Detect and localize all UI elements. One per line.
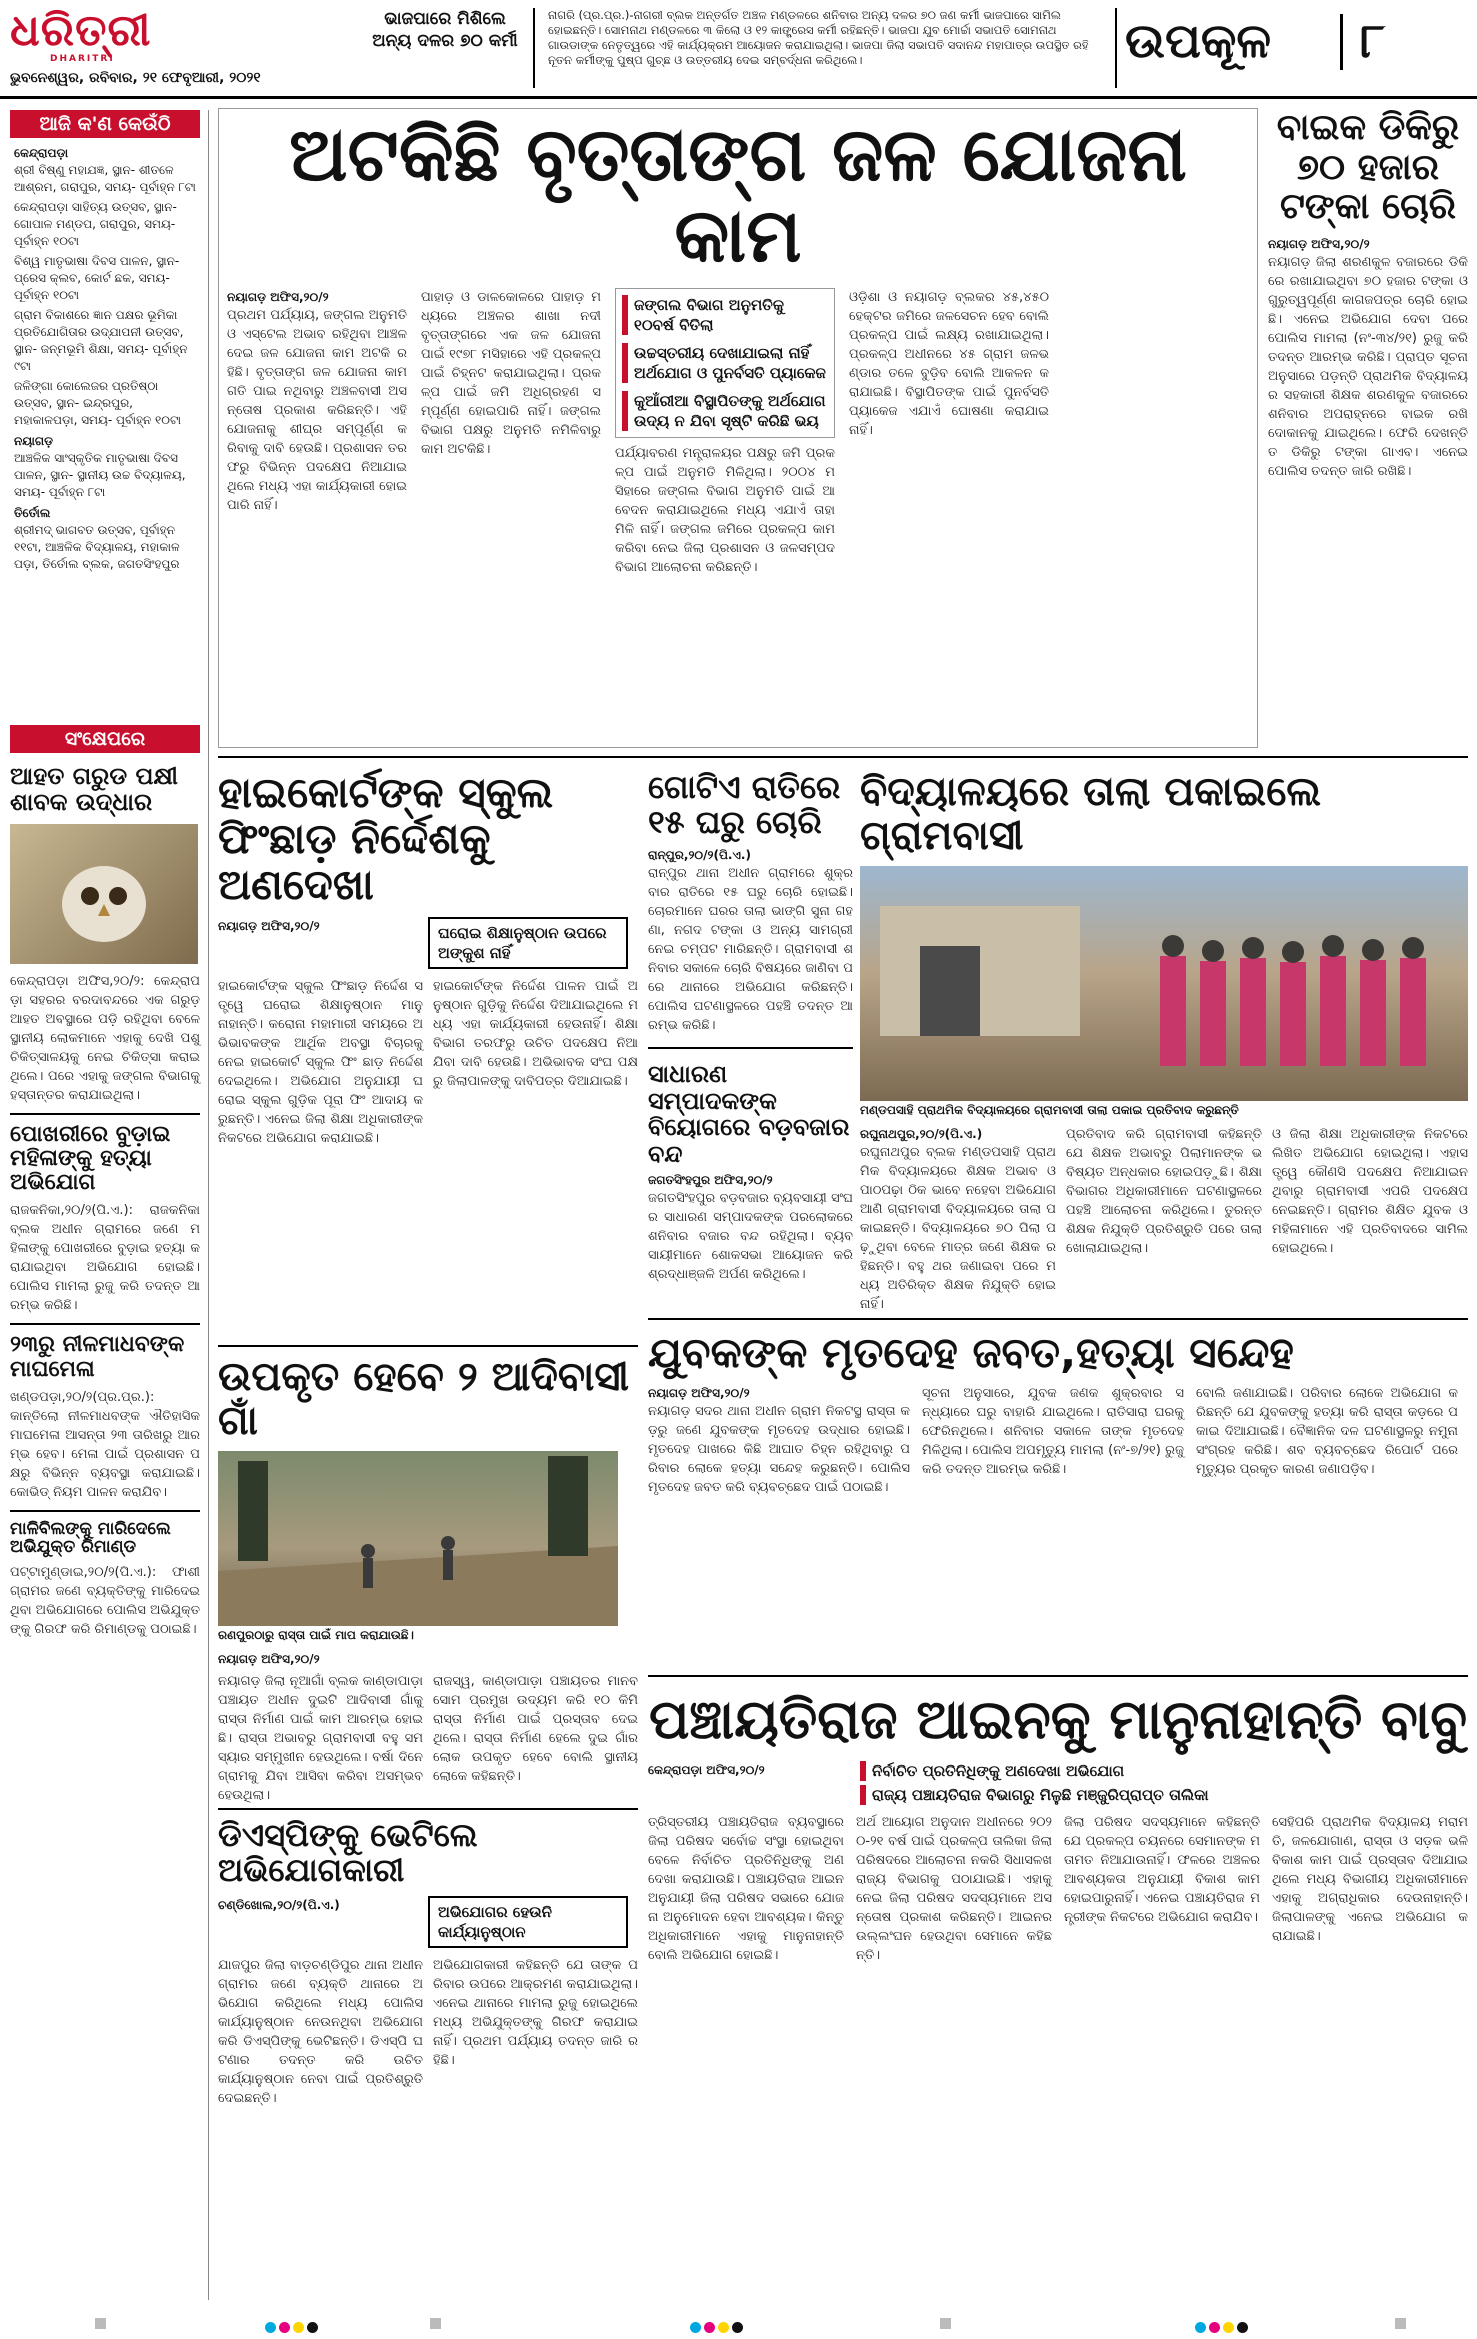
brief-body: ପଟ୍ଟାମୁଣ୍ଡାଇ,୨୦/୨(ପି.ଏ.): ଫାଶୀ ଗ୍ରାମର ଜଣେ ବ୍ୟକ୍ତିଙ୍କୁ ମାରିଦେଇଥିବା ଅଭିଯୋଗରେ ପୋଲିସ ଅଭିଯୁକ୍ତଙ୍କୁ ଗିରଫ କରି ରିମାଣ୍ଡକୁ ପଠାଇଛି।: [10, 1565, 200, 1638]
registration-block: [1395, 2318, 1406, 2329]
school-col2: ପ୍ରତିବାଦ କରି ଗ୍ରାମବାସୀ କହିଛନ୍ତି ଯେ ଶିକ୍ଷକ ଅଭାବରୁ ପିଲାମାନଙ୍କ ଭବିଷ୍ୟତ ଅନ୍ଧକାର ହୋଇପଡ଼ୁଛି। ଶିକ୍ଷା ବିଭାଗର ଅଧିକାରୀମାନେ ଘଟଣାସ୍ଥଳରେ ପହଞ୍ଚି ଆଲୋଚନା କରିଥିଲେ। ତୁରନ୍ତ ଶିକ୍ଷକ ନିଯୁକ୍ତି ପ୍ରତିଶ୍ରୁତି ପରେ ତାଲା ଖୋଲାଯାଇଥିଲା।: [1066, 1127, 1262, 1256]
lead-col1: ପ୍ରଥମ ପର୍ଯ୍ୟାୟ, ଜଙ୍ଗଲ ଅନୁମତି ଓ ଏସ୍ଟେଲ ଅଭାବ ରହିଥିବା ଆଞ୍ଚଳ ଦେଇ ଜଳ ଯୋଜନା କାମ ଅଟକି ରହିଛି। ବୃତ୍ତାଙ୍ଗ ଜଳ ଯୋଜନା କାମ ଗତି ପାଇ ନଥିବାରୁ ଅଞ୍ଚଳବାସୀ ଅସନ୍ତୋଷ ପ୍ରକାଶ କରିଛନ୍ତି। ଏହି ଯୋଜନାକୁ ଶୀଘ୍ର ସମ୍ପୂର୍ଣ୍ଣ କରିବାକୁ ଦାବି ହେଉଛି। ପ୍ରଶାସନ ତରଫରୁ ବିଭିନ୍ନ ପଦକ୍ଷେପ ନିଆଯାଇଥିଲେ ମଧ୍ୟ ଏହା କାର୍ଯ୍ୟକାରୀ ହୋଇପାରି ନାହିଁ।: [227, 307, 407, 513]
color-registration-marks: [265, 2318, 321, 2337]
logo-text: ଧରିତ୍ରୀ: [10, 5, 152, 56]
adivasi-byline: ନୟାଗଡ଼ ଅଫିସ,୨୦/୨: [218, 1652, 320, 1666]
adivasi-photo: [218, 1451, 618, 1626]
lead-highlight-item: ଉଚ୍ଚସ୍ତରୀୟ ଦେଖାଯାଇଲା ନାହିଁ ଅର୍ଥଯୋଗ ଓ ପୁନର୍ବସତି ପ୍ୟାକେଜ: [622, 343, 828, 383]
dsp-headline: ଡିଏସ୍ପିଙ୍କୁ ଭେଟିଲେ ଅଭିଯୋଗକାରୀ: [218, 1816, 478, 1890]
lead-headline: ଅଟକିଛି ବୃତ୍ତାଙ୍ଗ ଜଳ ଯୋଜନା କାମ: [289, 112, 1187, 280]
dead-headline: ଯୁବକଙ୍କ ମୃତଦେହ ଜବତ,ହତ୍ୟା ସନ୍ଦେହ: [648, 1328, 1294, 1377]
lead-story: [218, 108, 1258, 748]
agenda-item: ଶ୍ରୀ ବିଷ୍ଣୁ ମହାଯଜ୍ଞ, ସ୍ଥାନ- ଶୀତଳେ ଆଶ୍ରମ, ଗରାପୁର, ସମୟ- ପୂର୍ବାହ୍ନ ୮ଟା: [14, 163, 196, 194]
owl-icon: [10, 824, 198, 964]
theft-story: [648, 770, 853, 1284]
lead-highlight-box: [615, 288, 835, 438]
agenda-item: ବିଶ୍ୱ ମାତୃଭାଷା ଦିବସ ପାଳନ, ସ୍ଥାନ- ପ୍ରେସ କ୍ଲବ, କୋର୍ଟ ଛକ, ସମୟ- ପୂର୍ବାହ୍ନ ୧୦ଟା: [14, 254, 180, 302]
theft-byline: ରାନ୍ପୁର,୨୦/୨(ପି.ଏ.): [648, 848, 751, 863]
lead-byline: ନୟାଗଡ଼ ଅଫିସ,୨୦/୨: [227, 289, 329, 304]
yellow-dot: [1223, 2322, 1234, 2333]
hc-subhead: ଘରୋଇ ଶିକ୍ଷାନୁଷ୍ଠାନ ଉପରେ ଅଙ୍କୁଶ ନାହିଁ: [428, 917, 628, 969]
school-headline: ବିଦ୍ୟାଳୟରେ ତାଲା ପକାଇଲେ ଗ୍ରାମବାସୀ: [860, 769, 1322, 859]
panch-story: [648, 1690, 1468, 1965]
dead-col1: ନୟାଗଡ଼ ସଦର ଥାନା ଅଧୀନ ଗ୍ରାମ ନିକଟସ୍ଥ ରାସ୍ତା କଡ଼ରୁ ଜଣେ ଯୁବକଙ୍କ ମୃତଦେହ ଉଦ୍ଧାର ହୋଇଛି। ମୃତଦେହ ପାଖରେ କିଛି ଆଘାତ ଚିହ୍ନ ରହିଥିବାରୁ ପରିବାର ଲୋକେ ହତ୍ୟା ସନ୍ଦେହ କରୁଛନ୍ତି। ପୋଲିସ ମୃତଦେହ ଜବତ କରି ବ୍ୟବଚ୍ଛେଦ ପାଇଁ ପଠାଇଛି।: [648, 1404, 910, 1496]
panch-headline: ପଞ୍ଚାୟତିରାଜ ଆଇନକୁ ମାନୁନାହାନ୍ତି ବାବୁ: [648, 1688, 1468, 1751]
bike-headline: ବାଇକ ଡିକିରୁ ୭୦ ହଜାର ଟଙ୍କା ଚୋରି: [1276, 107, 1460, 228]
magenta-dot: [704, 2322, 715, 2333]
dead-col3: ବୋଲି ଜଣାଯାଇଛି। ପରିବାର ଲୋକେ ଅଭିଯୋଗ କରିଛନ୍ତି ଯେ ଯୁବକଙ୍କୁ ହତ୍ୟା କରି ରାସ୍ତା କଡ଼ରେ ପକାଇ ଦିଆଯାଇଛି। ବୈଜ୍ଞାନିକ ଦଳ ଘଟଣାସ୍ଥଳରୁ ନମୁନା ସଂଗ୍ରହ କରିଛି। ଶବ ବ୍ୟବଚ୍ଛେଦ ରିପୋର୍ଟ ପରେ ମୃତ୍ୟୁର ପ୍ରକୃତ କାରଣ ଜଣାପଡ଼ିବ।: [1196, 1386, 1458, 1478]
page-number: ୮: [1360, 13, 1386, 69]
biyog-headline: ସାଧାରଣ ସମ୍ପାଦକଙ୍କ ବିୟୋଗରେ ବଡ଼ବଜାର ବନ୍ଦ: [648, 1060, 850, 1168]
yellow-dot: [718, 2322, 729, 2333]
dsp-col2: ଅଭିଯୋଗକାରୀ କହିଛନ୍ତି ଯେ ତାଙ୍କ ପରିବାର ଉପରେ ଆକ୍ରମଣ କରାଯାଇଥିଲା। ଏନେଇ ଥାନାରେ ମାମଲା ରୁଜୁ ହୋଇଥିଲେ ମଧ୍ୟ ଅଭିଯୁକ୍ତଙ୍କୁ ଗିରଫ କରାଯାଇନାହିଁ। ପ୍ରଥମ ପର୍ଯ୍ୟାୟ ତଦନ୍ତ ଜାରି ରହିଛି।: [433, 1958, 638, 2069]
dateline: ଭୁବନେଶ୍ୱର, ରବିବାର, ୨୧ ଫେବୃଆରୀ, ୨୦୨୧: [10, 70, 261, 86]
brief-body: ରାଜକନିକା,୨୦/୨(ପି.ଏ.): ରାଜକନିକା ବ୍ଲକ ଅଧୀନ ଗ୍ରାମରେ ଜଣେ ମହିଳାଙ୍କୁ ପୋଖରୀରେ ବୁଡ଼ାଇ ହତ୍ୟା କରାଯାଇଥିବା ଅଭିଯୋଗ ହୋଇଛି। ପୋଲିସ ମାମଲା ରୁଜୁ କରି ତଦନ୍ତ ଆରମ୍ଭ କରିଛି।: [10, 1203, 200, 1314]
dead-byline: ନୟାଗଡ଼ ଅଫିସ,୨୦/୨: [648, 1386, 750, 1401]
school-byline: ରଘୁନାଥପୁର,୨୦/୨(ପି.ଏ.): [860, 1127, 983, 1141]
bike-story: [1268, 108, 1468, 481]
brief-box: [10, 725, 200, 1639]
hc-story: [218, 770, 638, 1148]
dsp-story: [218, 1818, 638, 2108]
owl-photo: [10, 824, 198, 964]
brief-body: ଖଣ୍ଡପଡ଼ା,୨୦/୨(ପ୍ର.ପ୍ର.): କାନ୍ତିଲୋ ନୀଳମାଧବଙ୍କ ଐତିହାସିକ ମାଘମେଳା ଆସନ୍ତା ୨୩ ତାରିଖରୁ ଆରମ୍ଭ ହେବ। ମେଳା ପାଇଁ ପ୍ରଶାସନ ପକ୍ଷରୁ ବିଭିନ୍ନ ବ୍ୟବସ୍ଥା କରାଯାଇଛି। କୋଭିଡ୍ ନିୟମ ପାଳନ କରାଯିବ।: [10, 1389, 200, 1500]
registration-block: [95, 2318, 106, 2329]
agenda-title: ଆଜି କ'ଣ କେଉଁଠି: [10, 110, 200, 138]
dead-story: [648, 1330, 1468, 1497]
panch-bullet: ରାଜ୍ୟ ପଞ୍ଚାୟତିରାଜ ବିଭାଗରୁ ମିଳୁଛି ମଞ୍ଜୁରିପ୍ରାପ୍ତ ତାଲିକା: [860, 1785, 1280, 1805]
panch-byline: କେନ୍ଦ୍ରାପଡ଼ା ଅଫିସ,୨୦/୨: [648, 1763, 765, 1778]
logo-subtitle: DHARITRI: [50, 54, 115, 64]
bike-body: ନୟାଗଡ଼ ଜିଲା ଶରଣକୁଳ ବଜାରରେ ଡିକି ରେ ରଖାଯାଇଥିବା ୭୦ ହଜାର ଟଙ୍କା ଓ ଗୁରୁତ୍ୱପୂର୍ଣ୍ଣ କାଗଜପତ୍ର ଚୋରି ହୋଇଛି। ଏନେଇ ଅଭିଯୋଗ ଦେବା ପରେ ପୋଲିସ ମାମଲା (ନଂ-୩୪/୨୧) ରୁଜୁ କରି ତଦନ୍ତ ଆରମ୍ଭ କରିଛି। ପ୍ରାପ୍ତ ସୂଚନା ଅନୁସାରେ ପଡ଼ନ୍ତି ପ୍ରାଥମିକ ବିଦ୍ୟାଳୟର ସହକାରୀ ଶିକ୍ଷକ ଶରଣକୁଳ ବଜାରରେ ଶନିବାର ଅପରାହ୍ନରେ ବାଇକ ରଖି ଦୋକାନକୁ ଯାଇଥିଲେ। ଫେରି ଦେଖନ୍ତି ତ ଡିକିରୁ ଟଙ୍କା ଗାଏବ। ଏନେଇ ପୋଲିସ ତଦନ୍ତ ଜାରି ରଖିଛି।: [1268, 254, 1468, 479]
agenda-district: ନୟାଗଡ଼: [14, 434, 54, 448]
masthead-logo: [10, 6, 200, 64]
teaser-body: ନାଗରି (ପ୍ର.ପ୍ର.)-ନାଗରୀ ବ୍ଲକ ଅନ୍ତର୍ଗତ ଅଞ୍ଚଳ ମଣ୍ଡଳରେ ଶନିବାର ଅନ୍ୟ ଦଳର ୭୦ ଜଣ କର୍ମୀ ଭାଜପାରେ ସାମିଲ ହୋଇଛନ୍ତି। ସୋମନାଥ ମଣ୍ଡଳରେ ୩ କିଲୋ ଓ ୧୨ କାଙ୍ଗ୍ରେସ କର୍ମୀ ରହିଛନ୍ତି। ଭାଜପା ଯୁବ ମୋର୍ଚ୍ଚା ସଭାପତି ସୋମନାଥ ଗାଉଡାଙ୍କ ନେତୃତ୍ୱରେ ଏହି କାର୍ଯ୍ୟକ୍ରମ ଆୟୋଜନ କରାଯାଇଥିଲା। ଭାଜପା ଜିଲା ସଭାପତି ସଦାନନ୍ଦ ମହାପାତ୍ର ଉପସ୍ଥିତ ରହି ନୂତନ କର୍ମୀଙ୍କୁ ପୁଷ୍ପ ଗୁଚ୍ଛ ଓ ଉତ୍ତରୀୟ ଦେଇ ସମ୍ବର୍ଦ୍ଧନା କରିଥିଲେ।: [548, 8, 1089, 67]
yellow-dot: [293, 2322, 304, 2333]
theft-body: ରାନ୍ପୁର ଥାନା ଅଧୀନ ଗ୍ରାମରେ ଶୁକ୍ରବାର ରାତିରେ ୧୫ ଘରୁ ଚୋରି ହୋଇଛି। ଚୋରମାନେ ଘରର ତାଲା ଭାଙ୍ଗି ସୁନା ଗହଣା, ନଗଦ ଟଙ୍କା ଓ ଅନ୍ୟ ସାମଗ୍ରୀ ନେଇ ଚମ୍ପଟ ମାରିଛନ୍ତି। ଗ୍ରାମବାସୀ ଶନିବାର ସକାଳେ ଚୋରି ବିଷୟରେ ଜାଣିବା ପରେ ଥାନାରେ ଅଭିଯୋଗ କରିଛନ୍ତି। ପୋଲିସ ଘଟଣାସ୍ଥଳରେ ପହଞ୍ଚି ତଦନ୍ତ ଆରମ୍ଭ କରିଛି।: [648, 866, 853, 1034]
black-dot: [732, 2322, 743, 2333]
biyog-byline: ଜଗତସିଂହପୁର ଅଫିସ,୨୦/୨: [648, 1172, 773, 1187]
biyog-body: ଜଗତସିଂହପୁର ବଡ଼ବଜାର ବ୍ୟବସାୟୀ ସଂଘର ସାଧାରଣ ସମ୍ପାଦକଙ୍କ ପରଲୋକରେ ଶନିବାର ବଜାର ବନ୍ଦ ରହିଥିଲା। ବ୍ୟବସାୟୀମାନେ ଶୋକସଭା ଆୟୋଜନ କରି ଶ୍ରଦ୍ଧାଞ୍ଜଳି ଅର୍ପଣ କରିଥିଲେ।: [648, 1190, 853, 1282]
color-registration-marks: [690, 2318, 746, 2337]
dsp-subhead: ଅଭିଯୋଗର ହେଉନି କାର୍ଯ୍ୟାନୁଷ୍ଠାନ: [428, 1896, 628, 1948]
adivasi-caption: ରଣପୁରଠାରୁ ରାସ୍ତା ପାଇଁ ମାପ କରାଯାଉଛି।: [218, 1628, 414, 1642]
hc-byline: ନୟାଗଡ଼ ଅଫିସ,୨୦/୨: [218, 918, 320, 933]
brief-title: ସଂକ୍ଷେପରେ: [10, 725, 200, 753]
teaser-title: ଭାଜପାରେ ମିଶିଲେ ଅନ୍ୟ ଦଳର ୭୦ କର୍ମୀ: [372, 9, 518, 51]
lead-col2: ପାହାଡ଼ ଓ ଡାଳକୋଳରେ ପାହାଡ଼ ମଧ୍ୟରେ ଅଞ୍ଚଳର ଶାଖା ନଦୀ ବୃତ୍ତାଙ୍ଗରେ ଏକ ଜଳ ଯୋଜନା ପାଇଁ ୧୯୭୮ ମସିହାରେ ଏହି ପ୍ରକଳ୍ପ ପାଇଁ ଚିହ୍ନଟ କରାଯାଇଥିଲା। ପ୍ରକଳ୍ପ ପାଇଁ ଜମି ଅଧିଗ୍ରହଣ ସମ୍ପୂର୍ଣ୍ଣ ହୋଇପାରି ନାହିଁ। ଜଙ୍ଗଲ ବିଭାଗ ପକ୍ଷରୁ ଅନୁମତି ନମିଳିବାରୁ କାମ ଅଟକିଛି।: [421, 289, 601, 457]
lead-highlight-item: ଜଙ୍ଗଲ ବିଭାଗ ଅନୁମତିକୁ ୧୦ବର୍ଷ ବିତିଲା: [622, 295, 828, 335]
hc-headline: ହାଇକୋର୍ଟଙ୍କ ସ୍କୁଲ ଫିଂଛାଡ଼ ନିର୍ଦ୍ଦେଶକୁ ଅଣଦେଖା: [218, 768, 554, 910]
adivasi-col2: ରାଜସ୍ୱ, କାଣ୍ଡାପାଡ଼ା ପଞ୍ଚାୟତର ମାନବ ସୋମ ପ୍ରମୁଖ ଉଦ୍ୟମ କରି ୧୦ କିମି ରାସ୍ତା ନିର୍ମାଣ ପାଇଁ ପ୍ରସ୍ତାବ ଦେଇଥିଲେ। ରାସ୍ତା ନିର୍ମାଣ ହେଲେ ଦୁଇ ଗାଁର ଲୋକ ଉପକୃତ ହେବେ ବୋଲି ସ୍ଥାନୀୟ ଲୋକେ କହିଛନ୍ତି।: [433, 1674, 638, 1784]
school-caption: ମଣ୍ଡପସାହି ପ୍ରାଥମିକ ବିଦ୍ୟାଳୟରେ ଗ୍ରାମବାସୀ ତାଲା ପକାଇ ପ୍ରତିବାଦ କରୁଛନ୍ତି: [860, 1103, 1239, 1117]
lead-col3: ପର୍ଯ୍ୟାବରଣ ମନ୍ତ୍ରାଳୟର ପକ୍ଷରୁ ଜମି ପ୍ରକଳ୍ପ ପାଇଁ ଅନୁମତି ମିଳିଥିଲା। ୨୦୦୪ ମସିହାରେ ଜଙ୍ଗଲ ବିଭାଗ ଅନୁମତି ପାଇଁ ଆବେଦନ କରାଯାଇଥିଲେ ମଧ୍ୟ ଏଯାଏଁ ତାହା ମିଳି ନାହିଁ। ଜଙ୍ଗଲ ଜମିରେ ପ୍ରକଳ୍ପ କାମ କରିବା ନେଇ ଜିଲା ପ୍ରଶାସନ ଓ ଜଳସମ୍ପଦ ବିଭାଗ ଆଲୋଚନା କରିଛନ୍ତି।: [615, 445, 835, 575]
brief-body: କେନ୍ଦ୍ରାପଡ଼ା ଅଫିସ,୨୦/୨: କେନ୍ଦ୍ରାପଡ଼ା ସହରର ବରଦାବନ୍ଦରେ ଏକ ଗରୁଡ଼ ଆହତ ଅବସ୍ଥାରେ ପଡ଼ି ରହିଥିବା ବେଳେ ସ୍ଥାନୀୟ ଲୋକମାନେ ଏହାକୁ ଦେଖି ପଶୁ ଚିକିତ୍ସାଳୟକୁ ନେଇ ଚିକିତ୍ସା କରାଇଥିଲେ। ପରେ ଏହାକୁ ଜଙ୍ଗଲ ବିଭାଗକୁ ହସ୍ତାନ୍ତର କରାଯାଇଥିଲା।: [10, 973, 200, 1103]
school-photo: [860, 866, 1468, 1101]
brief-headline: ପୋଖରୀରେ ବୁଡ଼ାଇ ମହିଳାଙ୍କୁ ହତ୍ୟା ଅଭିଯୋଗ: [10, 1121, 171, 1196]
registration-block: [430, 2318, 441, 2329]
agenda-item: ଜଳିଙ୍ଗା କୋଲେଜର ପ୍ରତିଷ୍ଠା ଉତ୍ସବ, ସ୍ଥାନ- ଇନ୍ଦ୍ରପୁର, ମହାକାଳପଡ଼ା, ସମୟ- ପୂର୍ବାହ୍ନ ୧୦ଟା: [14, 379, 182, 427]
color-registration-marks: [1195, 2318, 1251, 2337]
agenda-box: [10, 110, 200, 582]
registration-block: [940, 2318, 951, 2329]
agenda-item: କେନ୍ଦ୍ରାପଡ଼ା ସାହିତ୍ୟ ଉତ୍ସବ, ସ୍ଥାନ- ଗୋପାଳ ମଣ୍ଡପ, ଗରାପୁର, ସମୟ- ପୂର୍ବାହ୍ନ ୧୦ଟା: [14, 200, 177, 248]
adivasi-headline: ଉପକୃତ ହେବେ ୨ ଆଦିବାସୀ ଗାଁ: [218, 1354, 630, 1444]
agenda-district: ତିର୍ତୋଲ: [14, 506, 51, 520]
agenda-item: ଆଞ୍ଚଳିକ ସାଂସ୍କୃତିକ ମାତୃଭାଷା ଦିବସ ପାଳନ, ସ୍ଥାନ- ସ୍ଥାନୀୟ ଉଚ୍ଚ ବିଦ୍ୟାଳୟ, ସମୟ- ପୂର୍ବାହ୍ନ ୮ଟା: [14, 451, 186, 499]
brief-headline: ୨୩ରୁ ନୀଳମାଧବଙ୍କ ମାଘମେଳା: [10, 1332, 185, 1382]
dsp-col1: ଯାଜପୁର ଜିଲା ବାଡ଼ଚଣ୍ଡିପୁର ଥାନା ଅଧୀନ ଗ୍ରାମର ଜଣେ ବ୍ୟକ୍ତି ଥାନାରେ ଅଭିଯୋଗ କରିଥିଲେ ମଧ୍ୟ ପୋଲିସ କାର୍ଯ୍ୟାନୁଷ୍ଠାନ ନେଉନଥିବା ଅଭିଯୋଗ କରି ଡିଏସ୍ପିଙ୍କୁ ଭେଟିଛନ୍ତି। ଡିଏସ୍ପି ଘଟଣାର ତଦନ୍ତ କରି ଉଚିତ କାର୍ଯ୍ୟାନୁଷ୍ଠାନ ନେବା ପାଇଁ ପ୍ରତିଶ୍ରୁତି ଦେଇଛନ୍ତି।: [218, 1958, 423, 2107]
adivasi-col1: ନୟାଗଡ଼ ଜିଲା ନୂଆଗାଁ ବ୍ଲକ କାଣ୍ଡାପାଡ଼ା ପଞ୍ଚାୟତ ଅଧୀନ ଦୁଇଟି ଆଦିବାସୀ ଗାଁକୁ ରାସ୍ତା ନିର୍ମାଣ ପାଇଁ କାମ ଆରମ୍ଭ ହୋଇଛି। ରାସ୍ତା ଅଭାବରୁ ଗ୍ରାମବାସୀ ବହୁ ସମସ୍ୟାର ସମ୍ମୁଖୀନ ହେଉଥିଲେ। ବର୍ଷା ଦିନେ ଗ୍ରାମକୁ ଯିବା ଆସିବା କରିବା ଅସମ୍ଭବ ହେଉଥିଲା।: [218, 1674, 423, 1803]
magenta-dot: [1209, 2322, 1220, 2333]
black-dot: [307, 2322, 318, 2333]
panch-col4: ସେହିପରି ପ୍ରାଥମିକ ବିଦ୍ୟାଳୟ ମରାମତି, ଜଳଯୋଗାଣ, ରାସ୍ତା ଓ ସଡ଼କ ଭଳି ବିକାଶ କାମ ପାଇଁ ପ୍ରସ୍ତାବ ଦିଆଯାଇଥିଲେ ମଧ୍ୟ ବିଭାଗୀୟ ଅଧିକାରୀମାନେ ଏହାକୁ ଅଗ୍ରାଧିକାର ଦେଉନାହାନ୍ତି। ଜିଲାପାଳଙ୍କୁ ଏନେଇ ଅଭିଯୋଗ କରାଯାଇଛି।: [1272, 1815, 1468, 1945]
panch-bullet: ନିର୍ବାଚିତ ପ୍ରତିନିଧିଙ୍କୁ ଅଣଦେଖା ଅଭିଯୋଗ: [860, 1761, 1280, 1781]
hc-col2: ହାଇକୋର୍ଟଙ୍କ ନିର୍ଦ୍ଦେଶ ପାଳନ ପାଇଁ ଅନୁଷ୍ଠାନ ଗୁଡ଼ିକୁ ନିର୍ଦ୍ଦେଶ ଦିଆଯାଇଥିଲେ ମଧ୍ୟ ଏହା କାର୍ଯ୍ୟକାରୀ ହେଉନାହିଁ। ଶିକ୍ଷା ବିଭାଗ ତରଫରୁ ଉଚିତ ପଦକ୍ଷେପ ନିଆଯିବା ଦାବି ହେଉଛି। ଅଭିଭାବକ ସଂଘ ପକ୍ଷରୁ ଜିଲାପାଳଙ୍କୁ ଦାବିପତ୍ର ଦିଆଯାଇଛି।: [433, 978, 638, 1089]
cyan-dot: [1195, 2322, 1206, 2333]
cyan-dot: [690, 2322, 701, 2333]
school-col3: ଓ ଜିଲା ଶିକ୍ଷା ଅଧିକାରୀଙ୍କ ନିକଟରେ ଲିଖିତ ଅଭିଯୋଗ ହୋଇଥିଲା। ଏହାସତ୍ତ୍ୱେ କୌଣସି ପଦକ୍ଷେପ ନିଆଯାଇନଥିବାରୁ ଗ୍ରାମବାସୀ ଏପରି ପଦକ୍ଷେପ ନେଇଛନ୍ତି। ଗ୍ରାମର ଶିକ୍ଷିତ ଯୁବକ ଓ ମହିଳାମାନେ ଏହି ପ୍ରତିବାଦରେ ସାମିଲ ହୋଇଥିଲେ।: [1272, 1127, 1468, 1256]
school-col1: ରଘୁନାଥପୁର ବ୍ଲକ ମଣ୍ଡପସାହି ପ୍ରାଥମିକ ବିଦ୍ୟାଳୟରେ ଶିକ୍ଷକ ଅଭାବ ଓ ପାଠପଢ଼ା ଠିକ ଭାବେ ନହେବା ଅଭିଯୋଗ ଆଣି ଗ୍ରାମବାସୀ ବିଦ୍ୟାଳୟରେ ତାଲା ପକାଇଛନ୍ତି। ବିଦ୍ୟାଳୟରେ ୭୦ ପିଲା ପଢ଼ୁଥିବା ବେଳେ ମାତ୍ର ଜଣେ ଶିକ୍ଷକ ରହିଛନ୍ତି। ବହୁ ଥର ଜଣାଇବା ପରେ ମଧ୍ୟ ଅତିରିକ୍ତ ଶିକ୍ଷକ ନିଯୁକ୍ତି ହୋଇନାହିଁ।: [860, 1145, 1056, 1312]
panch-col3: ଜିଲା ପରିଷଦ ସଦସ୍ୟମାନେ କହିଛନ୍ତି ଯେ ପ୍ରକଳ୍ପ ଚୟନରେ ସେମାନଙ୍କ ମତାମତ ନିଆଯାଉନାହିଁ। ଫଳରେ ଅଞ୍ଚଳର ଆବଶ୍ୟକତା ଅନୁଯାୟୀ ବିକାଶ କାମ ହୋଇପାରୁନାହିଁ। ଏନେଇ ପଞ୍ଚାୟତିରାଜ ମନ୍ତ୍ରୀଙ୍କ ନିକଟରେ ଅଭିଯୋଗ କରାଯିବ।: [1064, 1815, 1260, 1926]
brief-headline: ମାଳିବିଲଙ୍କୁ ମାରିଦେଲେ ଅଭିଯୁକ୍ତ ରିମାଣ୍ଡ: [10, 1518, 171, 1558]
black-dot: [1237, 2322, 1248, 2333]
agenda-item: ଗ୍ରାମ ବିକାଶରେ ଜ୍ଞାନ ପକ୍ଷର ଭୂମିକା ପ୍ରତିଯୋଗିତାର ଉଦ୍ଯାପନୀ ଉତ୍ସବ, ସ୍ଥାନ- ଜନ୍ମଭୂମି ଶିକ୍ଷା, ସମୟ- ପୂର୍ବାହ୍ନ ୯ଟା: [14, 308, 188, 373]
magenta-dot: [279, 2322, 290, 2333]
hc-col1: ହାଇକୋର୍ଟଙ୍କ ସ୍କୁଲ ଫିଂଛାଡ଼ ନିର୍ଦ୍ଦେଶ ସତ୍ତ୍ୱେ ଘରୋଇ ଶିକ୍ଷାନୁଷ୍ଠାନ ମାନୁ ନାହାନ୍ତି। କରୋନା ମହାମାରୀ ସମୟରେ ଅଭିଭାବକଙ୍କ ଆର୍ଥିକ ଅବସ୍ଥା ବିଚାରକୁ ନେଇ ହାଇକୋର୍ଟ ସ୍କୁଲ ଫିଂ ଛାଡ଼ ନିର୍ଦ୍ଦେଶ ଦେଇଥିଲେ। ଅଭିଯୋଗ ଅନୁଯାୟୀ ଘରୋଇ ସ୍କୁଲ ଗୁଡ଼ିକ ପୂରା ଫିଂ ଆଦାୟ କରୁଛନ୍ତି। ଏନେଇ ଜିଲା ଶିକ୍ଷା ଅଧିକାରୀଙ୍କ ନିକଟରେ ଅଭିଯୋଗ କରାଯାଇଛି।: [218, 978, 423, 1146]
lead-col4: ଓଡ଼ିଶା ଓ ନୟାଗଡ଼ ବ୍ଲକର ୪୫,୪୫୦ ହେକ୍ଟର ଜମିରେ ଜଳସେଚନ ହେବ ବୋଲି ପ୍ରକଳ୍ପ ପାଇଁ ଲକ୍ଷ୍ୟ ରଖାଯାଇଥିଲା। ପ୍ରକଳ୍ପ ଅଧୀନରେ ୪୫ ଗ୍ରାମ ଜଳଭଣ୍ଡାର ତଳେ ବୁଡ଼ିବ ବୋଲି ଆକଳନ କରାଯାଇଛି। ବିସ୍ଥାପିତଙ୍କ ପାଇଁ ପୁନର୍ବସତି ପ୍ୟାକେଜ ଏଯାଏଁ ଘୋଷଣା କରାଯାଇନାହିଁ।: [849, 289, 1049, 438]
dead-col2: ସୂଚନା ଅନୁସାରେ, ଯୁବକ ଜଣକ ଶୁକ୍ରବାର ସନ୍ଧ୍ୟାରେ ଘରୁ ବାହାରି ଯାଇଥିଲେ। ରାତିସାରା ଘରକୁ ଫେରିନଥିଲେ। ଶନିବାର ସକାଳେ ତାଙ୍କ ମୃତଦେହ ମିଳିଥିଲା। ପୋଲିସ ଅପମୃତ୍ୟୁ ମାମଲା (ନଂ-୭/୨୧) ରୁଜୁ କରି ତଦନ୍ତ ଆରମ୍ଭ କରିଛି।: [922, 1386, 1184, 1478]
school-story: [860, 770, 1468, 1314]
theft-headline: ଗୋଟିଏ ରାତିରେ ୧୫ ଘରୁ ଚୋରି: [648, 768, 841, 842]
bike-byline: ନୟାଗଡ଼ ଅଫିସ,୨୦/୨: [1268, 236, 1370, 251]
agenda-district: କେନ୍ଦ୍ରାପଡ଼ା: [14, 146, 69, 160]
section-title: ଉପକୂଳ: [1125, 13, 1272, 69]
lead-highlight-item: କୁଆଁରୀଆ ବିସ୍ଥାପିତଙ୍କୁ ଅର୍ଥଯୋଗ ଉଦ୍ୟ ନ ଯିବା ସୃଷ୍ଟି କରିଛି ଭୟ: [622, 391, 828, 431]
panch-col2: ଅର୍ଥ ଆୟୋଗ ଅନୁଦାନ ଅଧୀନରେ ୨୦୨୦-୨୧ ବର୍ଷ ପାଇଁ ପ୍ରକଳ୍ପ ତାଲିକା ଜିଲା ପରିଷଦରେ ଆଲୋଚନା ନକରି ସିଧାସଳଖ ରାଜ୍ୟ ବିଭାଗକୁ ପଠାଯାଇଛି। ଏହାକୁ ନେଇ ଜିଲା ପରିଷଦ ସଦସ୍ୟମାନେ ଅସନ୍ତୋଷ ପ୍ରକାଶ କରିଛନ୍ତି। ଆଇନର ଉଲ୍ଲଂଘନ ହେଉଥିବା ସେମାନେ କହିଛନ୍ତି।: [856, 1815, 1052, 1964]
agenda-item: ଶ୍ରୀମଦ୍ ଭାଗବତ ଉତ୍ସବ, ପୂର୍ବାହ୍ନ ୧୧ଟା, ଆଞ୍ଚଳିକ ବିଦ୍ୟାଳୟ, ମହାକାଳ ପଡ଼ା, ତିର୍ତୋଲ ବ୍ଲକ, ଜଗତସିଂହପୁର: [14, 523, 180, 571]
cyan-dot: [265, 2322, 276, 2333]
adivasi-story: [218, 1355, 638, 1805]
brief-headline: ଆହତ ଗରୁଡ ପକ୍ଷୀ ଶାବକ ଉଦ୍ଧାର: [10, 762, 179, 817]
dsp-byline: ଚଣ୍ଡିଖୋଲ,୨୦/୨(ପି.ଏ.): [218, 1898, 340, 1913]
panch-col1: ତ୍ରିସ୍ତରୀୟ ପଞ୍ଚାୟତିରାଜ ବ୍ୟବସ୍ଥାରେ ଜିଲା ପରିଷଦ ସର୍ବୋଚ୍ଚ ସଂସ୍ଥା ହୋଇଥିବା ବେଳେ ନିର୍ବାଚିତ ପ୍ରତିନିଧିଙ୍କୁ ଅଣଦେଖା କରାଯାଉଛି। ପଞ୍ଚାୟତିରାଜ ଆଇନ ଅନୁଯାୟୀ ଜିଲା ପରିଷଦ ସଭାରେ ଯୋଜନା ଅନୁମୋଦନ ହେବା ଆବଶ୍ୟକ। କିନ୍ତୁ ଅଧିକାରୀମାନେ ଏହାକୁ ମାନୁନାହାନ୍ତି ବୋଲି ଅଭିଯୋଗ ହୋଇଛି।: [648, 1815, 844, 1964]
